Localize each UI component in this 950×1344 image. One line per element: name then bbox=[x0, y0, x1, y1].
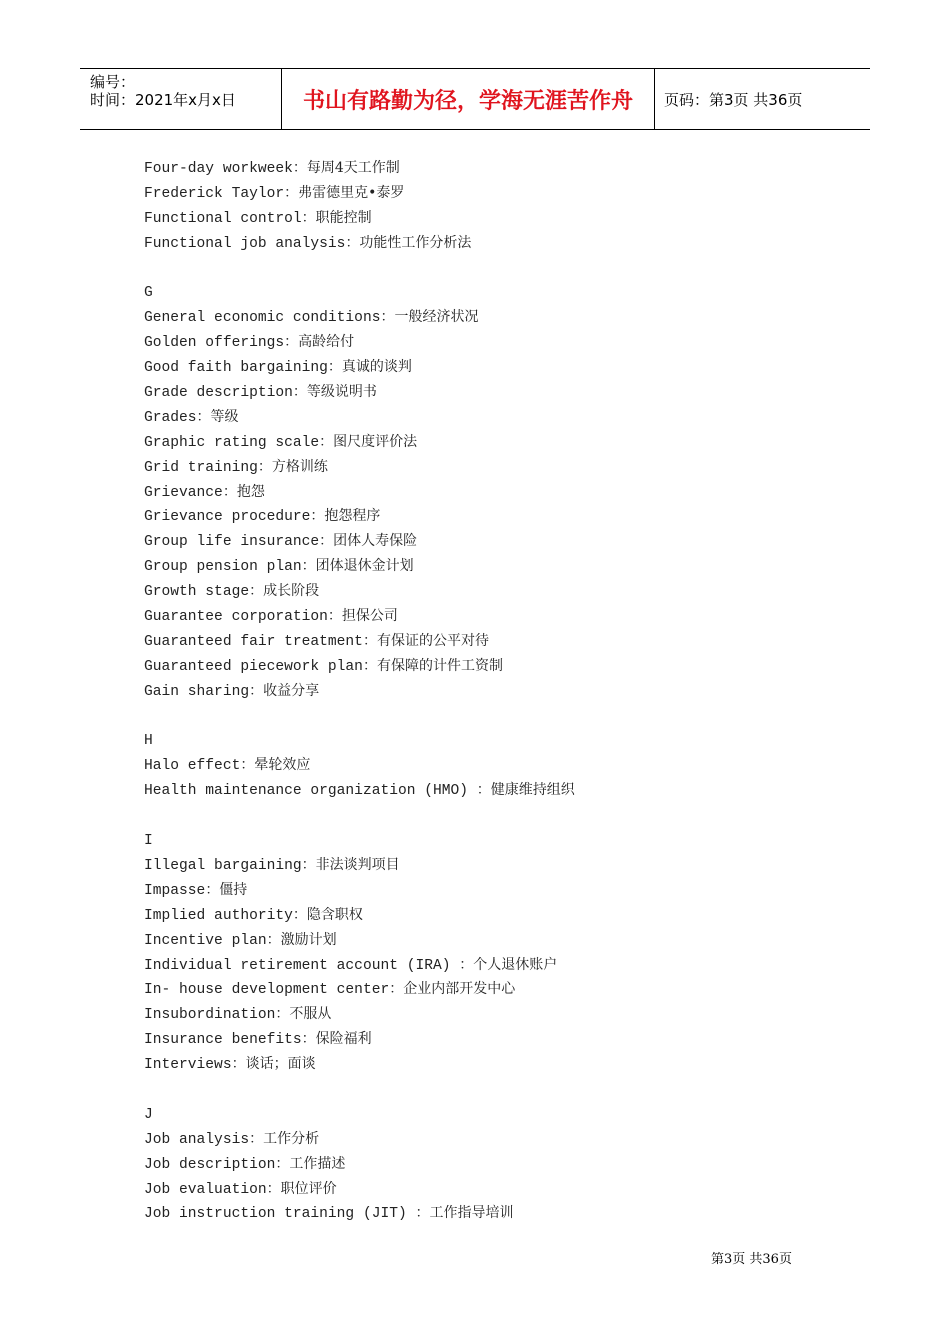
glossary-entry bbox=[144, 181, 844, 206]
term-english: Incentive plan bbox=[144, 932, 267, 949]
term-chinese: ：真诚的谈判 bbox=[327, 359, 412, 376]
term-english: Insurance benefits bbox=[144, 1032, 302, 1049]
term-chinese: ：团体人寿保险 bbox=[319, 533, 418, 550]
term-english: General economic conditions bbox=[144, 310, 381, 327]
glossary-entry bbox=[144, 629, 844, 654]
term-english: Frederick Taylor bbox=[144, 185, 285, 202]
page-header bbox=[80, 68, 870, 130]
glossary-entry bbox=[144, 480, 844, 505]
term-chinese: ：企业内部开发中心 bbox=[389, 981, 516, 998]
glossary-entry bbox=[144, 1002, 844, 1027]
term-chinese: ：等级说明书 bbox=[292, 384, 377, 401]
blank-line bbox=[144, 704, 844, 729]
term-english: Gain sharing bbox=[144, 683, 250, 700]
term-chinese: ：非法谈判项目 bbox=[301, 856, 400, 873]
glossary-list bbox=[144, 156, 844, 1226]
number-label: 编号： bbox=[90, 73, 136, 91]
header-meta-cell bbox=[80, 69, 282, 129]
term-english: Job description bbox=[144, 1156, 276, 1173]
glossary-entry bbox=[144, 1201, 844, 1226]
page-footer: 第3页 共36页 bbox=[711, 1252, 792, 1267]
glossary-entry bbox=[144, 1052, 844, 1077]
term-chinese: ：工作描述 bbox=[275, 1155, 346, 1172]
glossary-entry bbox=[144, 156, 844, 181]
term-english: Job instruction training (JIT) bbox=[144, 1206, 416, 1223]
term-english: Guaranteed piecework plan bbox=[144, 658, 363, 675]
glossary-entry bbox=[144, 1177, 844, 1202]
term-chinese: ：晕轮效应 bbox=[240, 757, 311, 774]
term-chinese: ：职位评价 bbox=[266, 1180, 337, 1197]
term-english: Growth stage bbox=[144, 584, 250, 601]
term-chinese: ：保险福利 bbox=[301, 1031, 372, 1048]
glossary-entry bbox=[144, 728, 844, 753]
blank-line bbox=[144, 1077, 844, 1102]
term-chinese: ：担保公司 bbox=[327, 608, 398, 625]
term-english: Halo effect bbox=[144, 758, 241, 775]
glossary-entry bbox=[144, 878, 844, 903]
glossary-entry bbox=[144, 903, 844, 928]
term-english: Interviews bbox=[144, 1057, 232, 1074]
glossary-entry bbox=[144, 206, 844, 231]
glossary-entry bbox=[144, 355, 844, 380]
glossary-entry bbox=[144, 579, 844, 604]
term-english: G bbox=[144, 285, 153, 302]
glossary-entry bbox=[144, 753, 844, 778]
term-english: In- house development center bbox=[144, 982, 390, 999]
term-chinese: ：隐含职权 bbox=[292, 906, 363, 923]
term-english: Golden offerings bbox=[144, 335, 285, 352]
term-chinese: ：成长阶段 bbox=[249, 583, 320, 600]
term-chinese: ：弗雷德里克•泰罗 bbox=[284, 184, 405, 201]
glossary-entry bbox=[144, 1127, 844, 1152]
term-english: Insubordination bbox=[144, 1007, 276, 1024]
glossary-entry bbox=[144, 280, 844, 305]
term-chinese: ：抱怨程序 bbox=[310, 508, 381, 525]
term-english: Grade description bbox=[144, 385, 293, 402]
glossary-entry bbox=[144, 953, 844, 978]
glossary-entry bbox=[144, 430, 844, 455]
term-english: Impasse bbox=[144, 882, 206, 899]
glossary-entry bbox=[144, 1152, 844, 1177]
header-page-number: 页码：第3页 共36页 bbox=[664, 91, 803, 109]
term-english: Health maintenance organization (HMO) bbox=[144, 783, 477, 800]
term-english: I bbox=[144, 833, 153, 850]
term-chinese: ：工作分析 bbox=[249, 1130, 320, 1147]
glossary-entry bbox=[144, 1102, 844, 1127]
glossary-entry bbox=[144, 305, 844, 330]
blank-line bbox=[144, 256, 844, 281]
glossary-entry bbox=[144, 529, 844, 554]
glossary-entry bbox=[144, 504, 844, 529]
term-chinese: ：职能控制 bbox=[301, 209, 372, 226]
term-english: Guarantee corporation bbox=[144, 609, 328, 626]
term-english: Grades bbox=[144, 409, 197, 426]
glossary-entry bbox=[144, 778, 844, 803]
glossary-entry bbox=[144, 554, 844, 579]
term-chinese: ：等级 bbox=[196, 408, 239, 425]
glossary-entry bbox=[144, 828, 844, 853]
term-english: Functional control bbox=[144, 210, 302, 227]
term-english: Four-day workweek bbox=[144, 161, 293, 177]
term-chinese: ：方格训练 bbox=[257, 458, 328, 475]
glossary-entry bbox=[144, 1027, 844, 1052]
term-english: Group life insurance bbox=[144, 534, 320, 551]
term-chinese: ：团体退休金计划 bbox=[301, 558, 414, 575]
glossary-entry bbox=[144, 679, 844, 704]
glossary-entry bbox=[144, 654, 844, 679]
term-english: Job evaluation bbox=[144, 1181, 267, 1198]
header-motto: 书山有路勤为径，学海无涯苦作舟 bbox=[282, 69, 655, 129]
glossary-entry bbox=[144, 405, 844, 430]
term-english: Illegal bargaining bbox=[144, 857, 302, 874]
term-chinese: ：个人退休账户 bbox=[459, 956, 558, 973]
term-english: Individual retirement account (IRA) bbox=[144, 957, 460, 974]
term-english: Guaranteed fair treatment bbox=[144, 633, 363, 650]
term-english: Grievance bbox=[144, 484, 223, 501]
glossary-entry bbox=[144, 977, 844, 1002]
term-english: Group pension plan bbox=[144, 559, 302, 576]
time-label: 时间：2021年x月x日 bbox=[90, 91, 236, 109]
term-chinese: ：功能性工作分析法 bbox=[345, 234, 472, 251]
term-english: Grievance procedure bbox=[144, 509, 311, 526]
glossary-entry bbox=[144, 330, 844, 355]
term-chinese: ：抱怨 bbox=[222, 483, 265, 500]
term-chinese: ：谈话；面谈 bbox=[231, 1056, 316, 1073]
term-english: Functional job analysis bbox=[144, 235, 346, 252]
term-english: Implied authority bbox=[144, 907, 293, 924]
term-english: Good faith bargaining bbox=[144, 360, 328, 377]
term-chinese: ：每周4天工作制 bbox=[292, 160, 400, 176]
term-chinese: ：激励计划 bbox=[266, 931, 337, 948]
term-english: Grid training bbox=[144, 459, 258, 476]
glossary-entry bbox=[144, 853, 844, 878]
glossary-entry bbox=[144, 455, 844, 480]
term-chinese: ：一般经济状况 bbox=[380, 309, 479, 326]
term-english: Job analysis bbox=[144, 1131, 250, 1148]
term-english: J bbox=[144, 1106, 153, 1123]
term-english: H bbox=[144, 733, 153, 750]
term-chinese: ：有保证的公平对待 bbox=[362, 632, 489, 649]
term-chinese: ：健康维持组织 bbox=[476, 782, 575, 799]
term-chinese: ：有保障的计件工资制 bbox=[362, 657, 503, 674]
term-chinese: ：图尺度评价法 bbox=[319, 433, 418, 450]
term-chinese: ：不服从 bbox=[275, 1006, 332, 1023]
glossary-entry bbox=[144, 380, 844, 405]
glossary-entry bbox=[144, 604, 844, 629]
glossary-entry bbox=[144, 231, 844, 256]
term-chinese: ：工作指导培训 bbox=[415, 1205, 514, 1222]
term-chinese: ：僵持 bbox=[205, 881, 248, 898]
term-chinese: ：高龄给付 bbox=[284, 334, 355, 351]
blank-line bbox=[144, 803, 844, 828]
term-english: Graphic rating scale bbox=[144, 434, 320, 451]
glossary-entry bbox=[144, 928, 844, 953]
term-chinese: ：收益分享 bbox=[249, 682, 320, 699]
